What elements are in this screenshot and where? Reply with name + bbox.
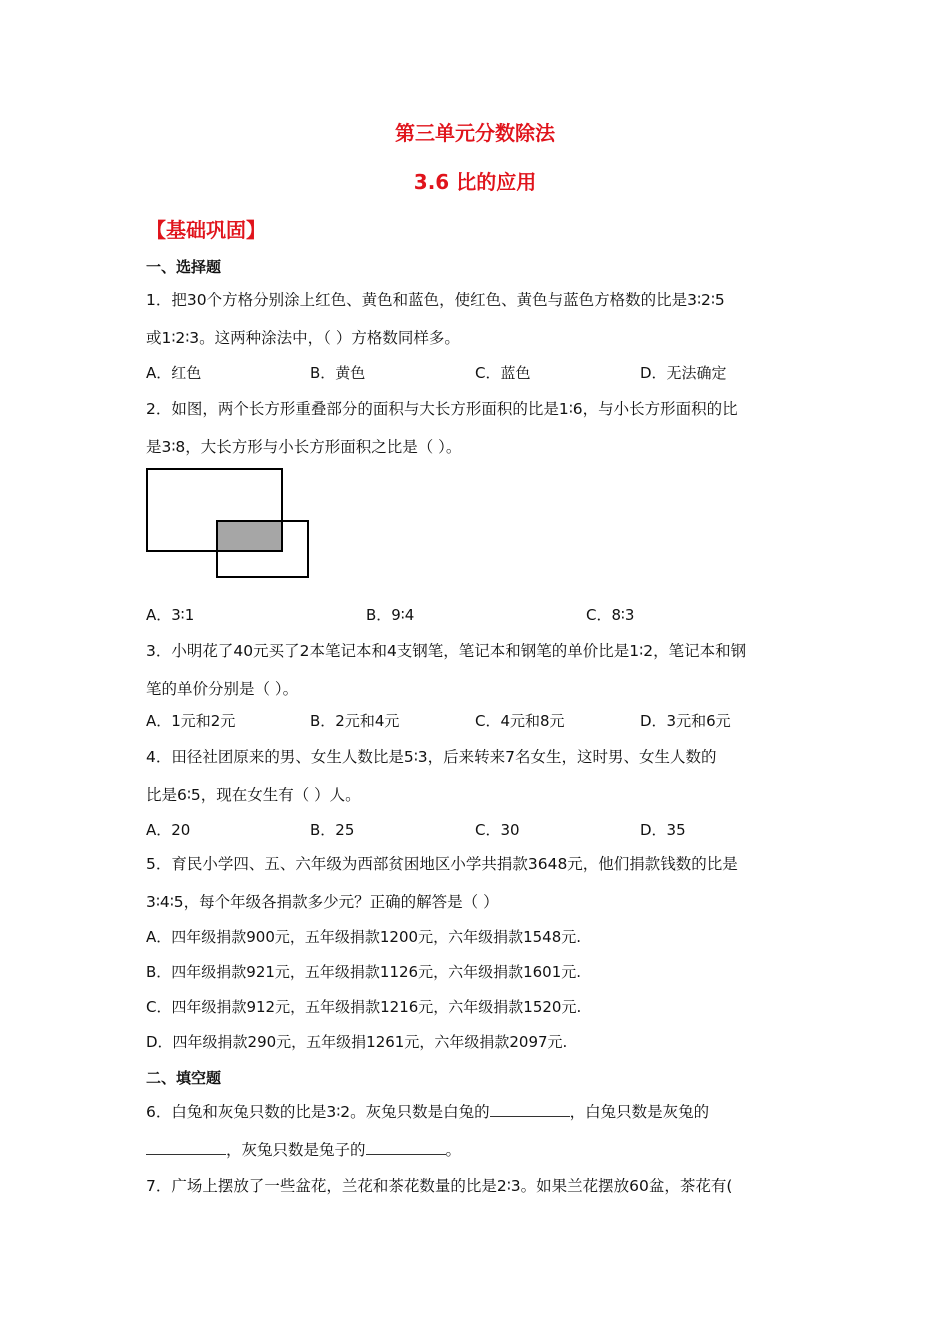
- q6-line1: [146, 1100, 709, 1122]
- q1-line1: 1．把30个方格分别涂上红色、黄色和蓝色，使红色、黄色与蓝色方格数的比是3∶2∶5: [146, 291, 725, 309]
- q6-blank-2[interactable]: [146, 1140, 226, 1155]
- q2-option-a[interactable]: A．3∶1: [146, 606, 195, 624]
- q4-option-c[interactable]: C．30: [475, 821, 520, 839]
- q5-option-d[interactable]: D．四年级捐款290元，五年级捐1261元，六年级捐款2097元.: [146, 1033, 568, 1051]
- q6-text-2: ，白兔只数是灰兔的: [569, 1103, 710, 1121]
- q3-option-b[interactable]: B．2元和4元: [310, 712, 400, 730]
- q1-option-b[interactable]: B．黄色: [310, 364, 366, 382]
- q1-line2: 或1∶2∶3。这两种涂法中，（ ）方格数同样多。: [146, 329, 460, 347]
- q3-option-c[interactable]: C．4元和8元: [475, 712, 565, 730]
- q3-option-a[interactable]: A．1元和2元: [146, 712, 236, 730]
- q6-text-4: 。: [445, 1141, 462, 1159]
- q5-line1: 5．育民小学四、五、六年级为西部贫困地区小学共捐款3648元，他们捐款钱数的比是: [146, 855, 738, 873]
- q2-option-c[interactable]: C．8∶3: [586, 606, 635, 624]
- q2-line2: 是3∶8，大长方形与小长方形面积之比是（ ）。: [146, 438, 462, 456]
- q2-option-b[interactable]: B．9∶4: [366, 606, 415, 624]
- q3-option-d[interactable]: D．3元和6元: [640, 712, 731, 730]
- q4-line1: 4．田径社团原来的男、女生人数比是5∶3，后来转来7名女生，这时男、女生人数的: [146, 748, 717, 766]
- q4-option-d[interactable]: D．35: [640, 821, 686, 839]
- q6-line2: [146, 1138, 461, 1160]
- q4-option-a[interactable]: A．20: [146, 821, 191, 839]
- unit-title: 第三单元分数除法: [395, 121, 555, 145]
- q6-blank-1[interactable]: [490, 1102, 570, 1117]
- rectangles-figure: [140, 462, 320, 584]
- part1-heading: 一、选择题: [146, 258, 222, 276]
- q3-line1: 3．小明花了40元买了2本笔记本和4支钢笔，笔记本和钢笔的单价比是1∶2，笔记本和钢: [146, 642, 747, 660]
- q5-option-c[interactable]: C．四年级捐款912元，五年级捐款1216元，六年级捐款1520元.: [146, 998, 582, 1016]
- q5-option-a[interactable]: A．四年级捐款900元，五年级捐款1200元，六年级捐款1548元.: [146, 928, 582, 946]
- q6-blank-3[interactable]: [366, 1140, 446, 1155]
- overlap-shaded-region: [217, 521, 282, 551]
- q7-line1: 7．广场上摆放了一些盆花，兰花和茶花数量的比是2∶3。如果兰花摆放60盆，茶花有(: [146, 1177, 733, 1195]
- q6-text-3: ，灰兔只数是兔子的: [226, 1141, 366, 1159]
- q4-line2: 比是6∶5，现在女生有（ ）人。: [146, 786, 361, 804]
- q4-option-b[interactable]: B．25: [310, 821, 355, 839]
- lesson-title: 3.6 比的应用: [413, 170, 537, 194]
- q2-line1: 2．如图，两个长方形重叠部分的面积与大长方形面积的比是1∶6，与小长方形面积的比: [146, 400, 738, 418]
- q3-line2: 笔的单价分别是（ ）。: [146, 680, 299, 698]
- q1-option-c[interactable]: C．蓝色: [475, 364, 531, 382]
- q1-option-a[interactable]: A．红色: [146, 364, 202, 382]
- section-tag: 【基础巩固】: [146, 218, 266, 242]
- part2-heading: 二、填空题: [146, 1069, 222, 1087]
- q6-text-1: 6．白兔和灰兔只数的比是3∶2。灰兔只数是白兔的: [146, 1103, 490, 1121]
- q1-option-d[interactable]: D．无法确定: [640, 364, 727, 382]
- q5-line2: 3∶4∶5，每个年级各捐款多少元？正确的解答是（ ）: [146, 893, 499, 911]
- q5-option-b[interactable]: B．四年级捐款921元，五年级捐款1126元，六年级捐款1601元.: [146, 963, 582, 981]
